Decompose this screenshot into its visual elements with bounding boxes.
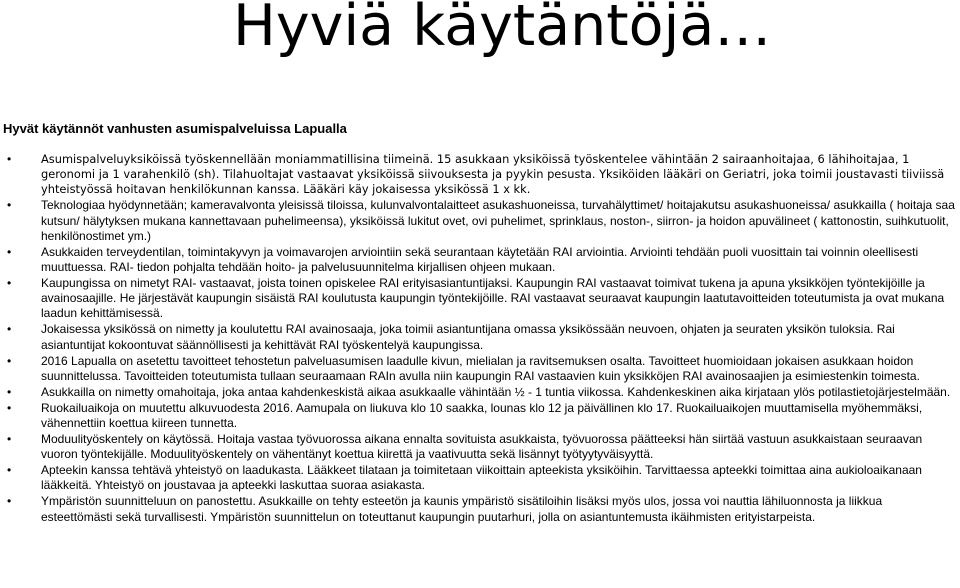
bullet-dot-icon: •: [7, 152, 12, 166]
bullet-item-staffing: [0, 152, 960, 198]
bullet-dot-icon: •: [7, 384, 12, 399]
bullet-item-environment: [0, 494, 960, 524]
bullet-item-rai-unit-experts: [0, 322, 960, 352]
bullet-text: Asukkaiden terveydentilan, toimintakyvyn ja voimavarojen arviointiin sekä seurantaan käytetään RAI arviointia. Arviointi tehdään puoli vuosittain tai voinnin oleellisesti muuttuessa. RAI- tiedon pohjalta tehdään hoito- ja palvelusuunnitelma kirjallisen ohjeen mukaan.: [41, 244, 919, 275]
bullet-item-rai-assessment: [0, 245, 960, 275]
bullet-item-meal-times: [0, 401, 960, 431]
bullet-dot-icon: •: [7, 244, 12, 259]
bullet-dot-icon: •: [7, 494, 12, 509]
bullet-item-technology: [0, 198, 960, 244]
bullet-text: Ruokailuaikoja on muutettu alkuvuodesta 2016. Aamupala on liukuva klo 10 saakka, lounas klo 12 ja päivällinen klo 17. Ruokailuaikojen muuttamisella myöhemmäksi, vähennettiin koettua kiireen tunnetta.: [41, 400, 923, 431]
bullet-dot-icon: •: [7, 400, 12, 415]
bullet-text: Jokaisessa yksikössä on nimetty ja koulutettu RAI avainosaaja, joka toimii asiantuntijana omassa yksikössään neuvoen, ohjaten ja seuraten yksikön tuloksia. Rai asiantuntijat kokoontuvat säännöllisesti ja kehittävät RAI työskentelyä kaupungissa.: [41, 322, 895, 352]
bullet-text: Teknologiaa hyödynnetään; kameravalvonta yleisissä tiloissa, kulunvalvontalaitteet asukashuoneissa, turvahälyttimet/ hoitajakutsu asukashuoneissa/ asukkailla ( hoitaja saa kutsun/ hälytyksen mukana kannettavaan puhelimeensa), yksiköissä lukitut ovet, ovi puhelimet, sprinklaus, noston-, siirron- ja hoidon apuvälineet ( kattonostin, suihkutuolit, henkilönostimet ym.): [41, 198, 955, 243]
bullet-text: Asumispalveluyksiköissä työskennellään moniammatillisina tiimeinä. 15 asukkaan yksiköissä työskentelee vähintään 2 sairaanhoitajaa, 6 lähihoitajaa, 1 geronomi ja 1 varahenkilö (sh). Tilahuoltajat vastaavat yksiköissä siivouksesta ja pyykin pesusta. Yksiköiden lääkäri on Geriatri, joka toimii joustavasti tiiviissä yhteistyössä hoitavan henkilökunnan kanssa. Lääkäri käy jokaisessa yksikössä 1 x kk.: [41, 152, 945, 197]
bullet-dot-icon: •: [7, 463, 12, 478]
bullet-dot-icon: •: [7, 322, 12, 337]
bullet-list: [0, 152, 960, 526]
bullet-item-rai-coordinators: [0, 276, 960, 322]
bullet-text: Kaupungissa on nimetyt RAI- vastaavat, joista toinen opiskelee RAI erityisasiantuntijaksi. Kaupungin RAI vastaavat toimivat tukena ja apuna yksikköjen työntekijöille ja avainosaajille. He järjestävät kaupungin sisäistä RAI koulutusta kaupungin työntekijöille. RAI vastaavat seuraavat kaupungin laatutavoitteiden toteutumista ja ovat mukana laadun kehittämisessä.: [41, 276, 945, 321]
bullet-dot-icon: •: [7, 276, 12, 291]
bullet-text: 2016 Lapualla on asetettu tavoitteet tehostetun palveluasumisen laadulle kivun, mielialan ja ravitsemuksen osalta. Tavoitteet huomioidaan jokaisen asukkaan hoidon suunnittelussa. Tavoitteiden toteutumista tullaan seuraamaan RAIn avulla niin kaupungin RAI vastaavien kuin yksikköjen RAI avainosaajien ja esimiestenkin toimesta.: [41, 353, 920, 383]
bullet-text: Apteekin kanssa tehtävä yhteistyö on laadukasta. Lääkkeet tilataan ja toimitetaan viikoittain apteekista yksiköihin. Tarvittaessa apteekki toimittaa aina aukioloaikanaan lääkkeitä. Yhteistyö on joustavaa ja apteekki laskuttaa suoraa asiakasta.: [41, 463, 922, 493]
bullet-text: Asukkailla on nimetty omahoitaja, joka antaa kahdenkeskistä aikaa asukkaalle vähintään ½ - 1 tuntia viikossa. Kahdenkeskinen aika kirjataan ylös potilastietojärjestelmään.: [41, 384, 951, 399]
bullet-text: Moduulityöskentely on käytössä. Hoitaja vastaa työvuorossa aikana ennalta sovituista asukkaista, työvuorossa päätteeksi hän siirtää vastuun asukkaistaan seuraavan vuoron työntekijälle. Moduulityöskentely on vähentänyt koettua kiirettä ja vaativuutta sekä lisännyt työtyytyväisyyttä.: [41, 432, 923, 462]
bullet-text: Ympäristön suunnitteluun on panostettu. Asukkaille on tehty esteetön ja kaunis ympäristö sisätiloihin lisäksi myös ulos, jossa voi nauttia lähiluonnosta ja liikkua esteettömästi sekä turvallisesti. Ympäristön suunnittelun on toteuttanut kaupungin puutarhuri, jolla on asiantuntemusta ikäihmisten erityistarpeista.: [41, 494, 883, 524]
page-title: Hyviä käytäntöjä…: [233, 0, 772, 59]
bullet-item-pharmacy: [0, 463, 960, 493]
bullet-item-primary-nurse: [0, 385, 960, 400]
page-subtitle: Hyvät käytännöt vanhusten asumispalveluissa Lapualla: [3, 121, 347, 136]
bullet-dot-icon: •: [7, 353, 12, 368]
bullet-dot-icon: •: [7, 432, 12, 447]
bullet-dot-icon: •: [7, 198, 12, 213]
bullet-item-quality-goals: [0, 354, 960, 384]
bullet-item-module-work: [0, 432, 960, 462]
